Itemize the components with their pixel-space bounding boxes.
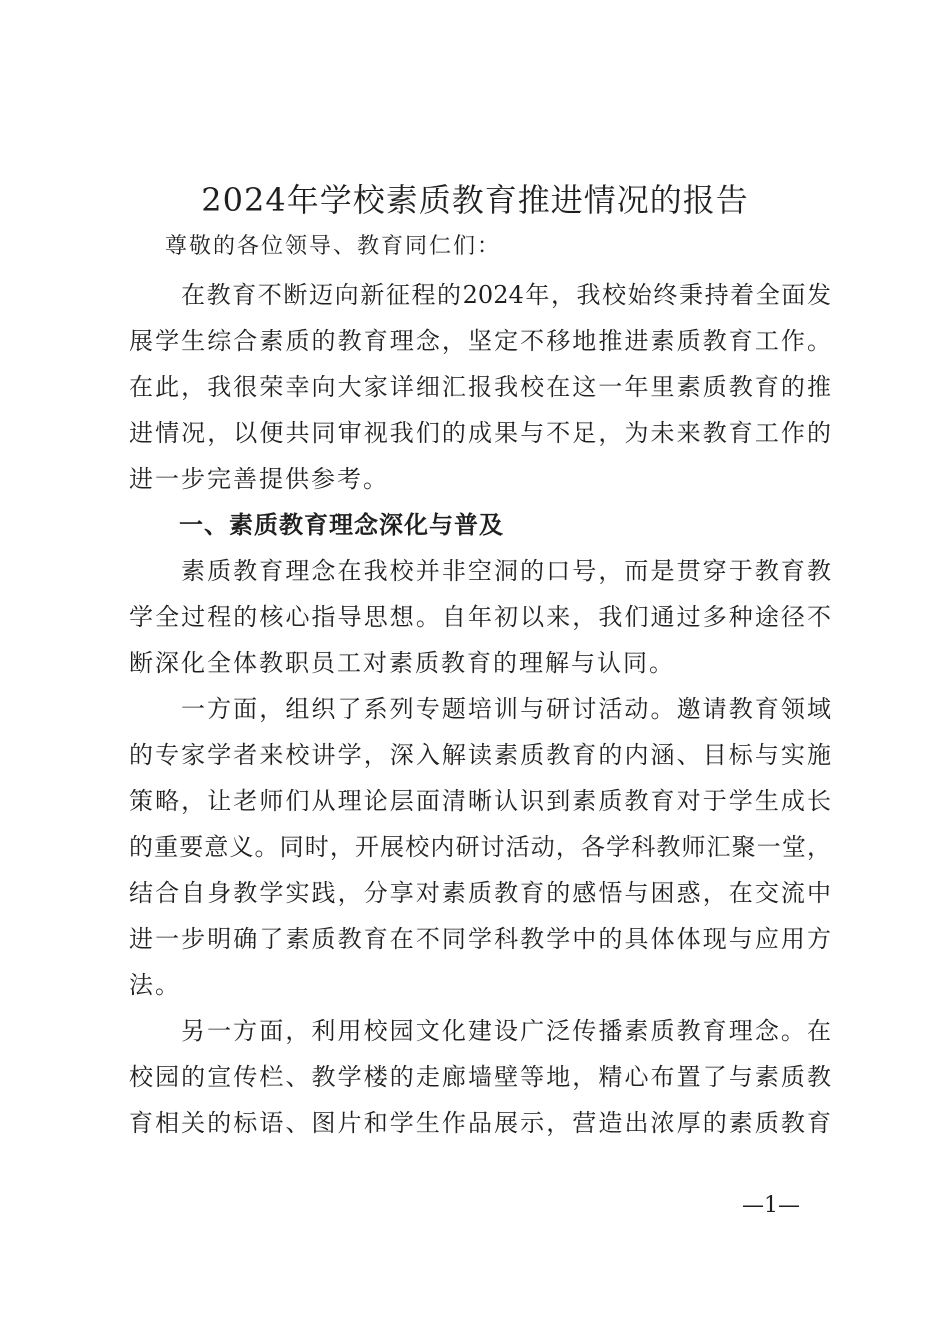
paragraph-line: 学全过程的核心指导思想。自年初以来，我们通过多种途径不 bbox=[129, 603, 831, 631]
paragraph-line: 在此，我很荣幸向大家详细汇报我校在这一年里素质教育的推 bbox=[129, 373, 831, 401]
page-number: —1— bbox=[742, 1193, 800, 1218]
paragraph-line: 进一步完善提供参考。 bbox=[129, 465, 389, 493]
paragraph-line: 断深化全体教职员工对素质教育的理解与认同。 bbox=[129, 649, 675, 677]
paragraph-line: 进一步明确了素质教育在不同学科教学中的具体体现与应用方 bbox=[129, 925, 831, 953]
paragraph-line: 在教育不断迈向新征程的2024年，我校始终秉持着全面发 bbox=[181, 281, 831, 309]
paragraph-line: 策略，让老师们从理论层面清晰认识到素质教育对于学生成长 bbox=[129, 787, 831, 815]
paragraph-line: 的专家学者来校讲学，深入解读素质教育的内涵、目标与实施 bbox=[129, 741, 831, 769]
document-title: 2024年学校素质教育推进情况的报告 bbox=[201, 181, 749, 219]
paragraph-line: 另一方面，利用校园文化建设广泛传播素质教育理念。在 bbox=[181, 1017, 831, 1045]
paragraph-line: 进情况，以便共同审视我们的成果与不足，为未来教育工作的 bbox=[129, 419, 831, 447]
paragraph-line: 展学生综合素质的教育理念，坚定不移地推进素质教育工作。 bbox=[129, 327, 831, 355]
paragraph-line: 一方面，组织了系列专题培训与研讨活动。邀请教育领域 bbox=[181, 695, 831, 723]
paragraph-line: 素质教育理念在我校并非空洞的口号，而是贯穿于教育教 bbox=[181, 557, 831, 585]
paragraph-line: 结合自身教学实践，分享对素质教育的感悟与困惑，在交流中 bbox=[129, 879, 831, 907]
section-heading: 一、素质教育理念深化与普及 bbox=[179, 511, 504, 539]
paragraph-line: 育相关的标语、图片和学生作品展示，营造出浓厚的素质教育 bbox=[129, 1109, 831, 1137]
paragraph-line: 的重要意义。同时，开展校内研讨活动，各学科教师汇聚一堂， bbox=[129, 833, 831, 861]
paragraph-line: 法。 bbox=[129, 971, 181, 999]
salutation: 尊敬的各位领导、教育同仁们： bbox=[165, 234, 502, 259]
paragraph-line: 校园的宣传栏、教学楼的走廊墙壁等地，精心布置了与素质教 bbox=[129, 1063, 831, 1091]
